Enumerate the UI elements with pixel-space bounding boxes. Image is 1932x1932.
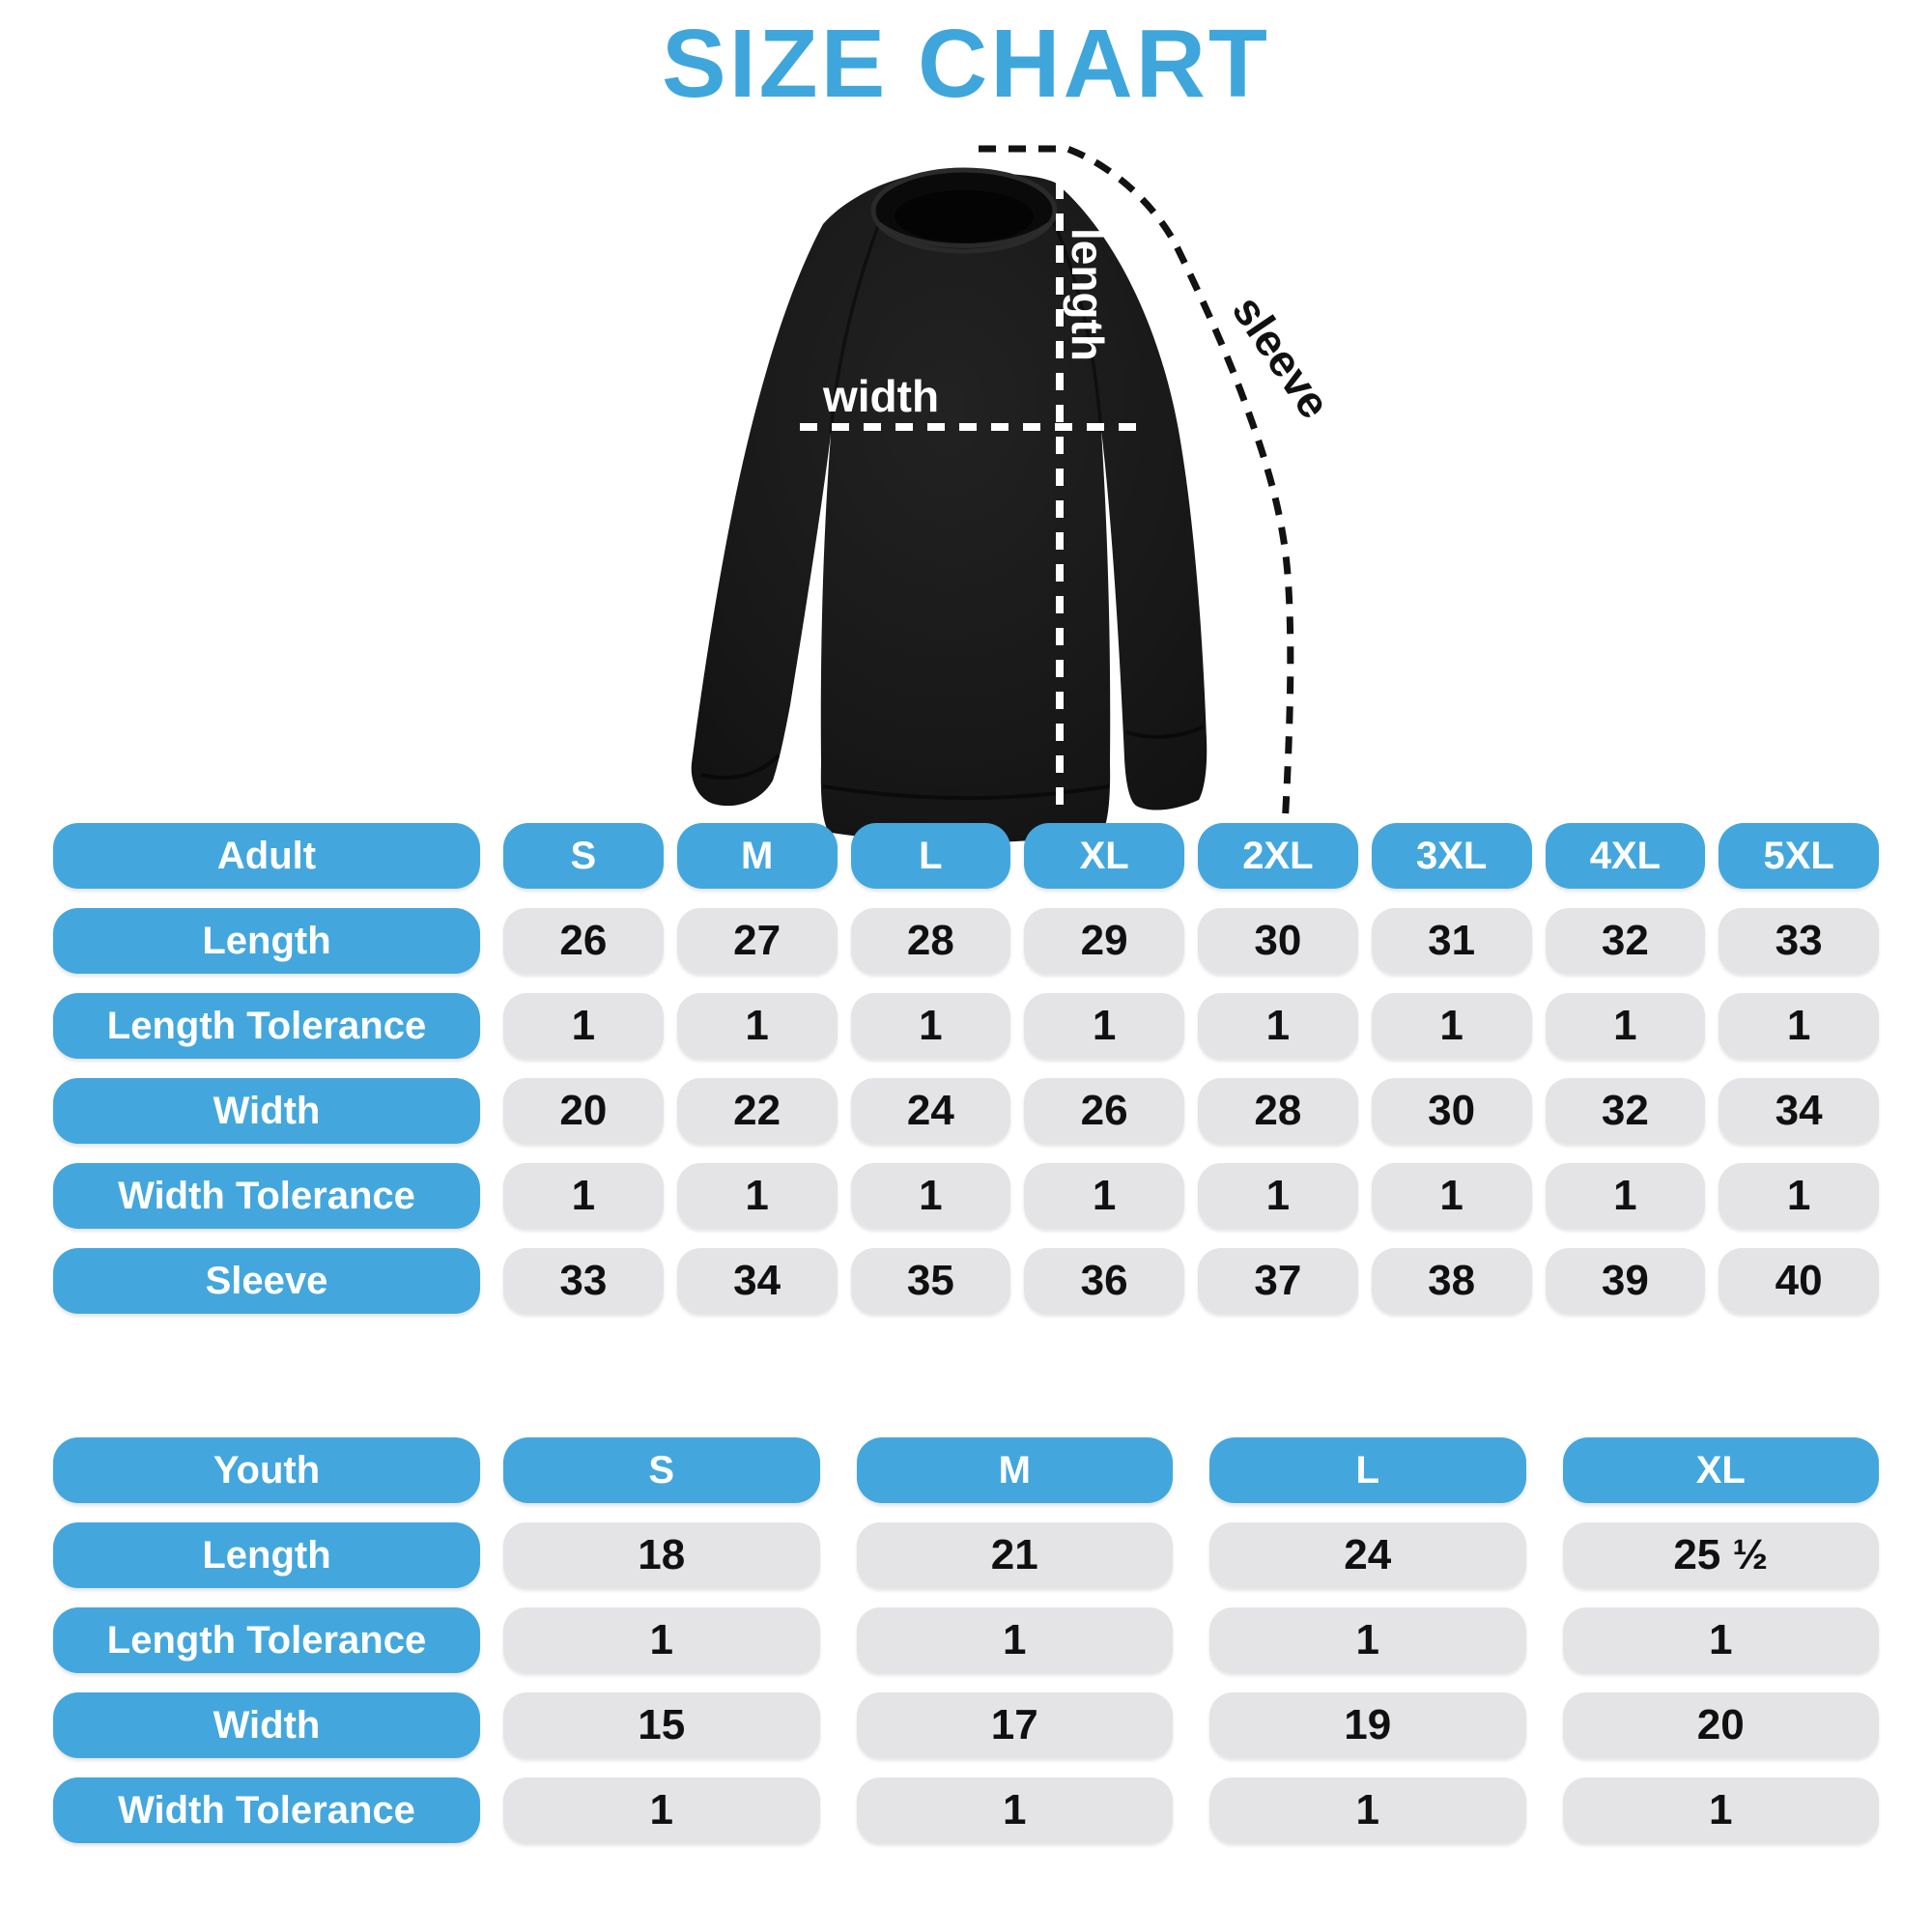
youth-value-cell: 1 [1563,1607,1880,1673]
row-label: Length [53,908,480,974]
adult-size-header: XL [1024,823,1184,889]
youth-size-table [53,1437,1879,1843]
adult-value-cell: 1 [851,993,1011,1059]
youth-value-cell: 18 [503,1522,820,1588]
adult-header-row [53,823,1879,889]
page-title: SIZE CHART [662,10,1270,118]
row-label: Width [53,1692,480,1758]
adult-width-tolerance-row [53,1163,1879,1229]
adult-size-header: 5XL [1719,823,1879,889]
row-cells [503,1078,1879,1144]
row-label: Length Tolerance [53,1607,480,1673]
row-cells [503,1248,1879,1314]
row-label: Width Tolerance [53,1163,480,1229]
adult-size-table [53,823,1879,1314]
sweatshirt-graphic [483,87,1352,860]
adult-value-cell: 1 [1719,1163,1879,1229]
youth-width-tolerance-row [53,1777,1879,1843]
width-label: width [823,371,940,421]
adult-value-cell: 1 [1546,1163,1706,1229]
youth-value-cell: 1 [1209,1607,1526,1673]
youth-value-cell: 25 ½ [1563,1522,1880,1588]
youth-header-cells [503,1437,1879,1503]
sweatshirt-diagram [483,87,1352,860]
adult-size-header: 3XL [1372,823,1532,889]
youth-length-tolerance-row [53,1607,1879,1673]
youth-value-cell: 21 [857,1522,1174,1588]
adult-value-cell: 1 [1024,993,1184,1059]
youth-value-cell: 1 [503,1607,820,1673]
youth-value-cell: 1 [1209,1777,1526,1843]
sweatshirt-body [692,173,1208,843]
adult-value-cell: 32 [1546,908,1706,974]
adult-value-cell: 33 [503,1248,664,1314]
collar-inner-shadow [895,190,1034,242]
row-label: Length Tolerance [53,993,480,1059]
adult-value-cell: 32 [1546,1078,1706,1144]
youth-value-cell: 1 [1563,1777,1880,1843]
row-cells [503,1163,1879,1229]
adult-value-cell: 1 [851,1163,1011,1229]
youth-value-cell: 20 [1563,1692,1880,1758]
row-label: Length [53,1522,480,1588]
adult-value-cell: 33 [1719,908,1879,974]
length-label: length [1063,228,1113,361]
adult-size-header: L [851,823,1011,889]
adult-value-cell: 1 [1719,993,1879,1059]
youth-value-cell: 24 [1209,1522,1526,1588]
youth-value-cell: 17 [857,1692,1174,1758]
adult-value-cell: 22 [677,1078,838,1144]
adult-value-cell: 1 [1372,993,1532,1059]
row-cells [503,1522,1879,1588]
adult-value-cell: 1 [677,1163,838,1229]
adult-value-cell: 31 [1372,908,1532,974]
adult-size-header: M [677,823,838,889]
adult-value-cell: 34 [677,1248,838,1314]
size-tables [53,823,1879,1843]
adult-value-cell: 36 [1024,1248,1184,1314]
adult-value-cell: 35 [851,1248,1011,1314]
adult-size-header: S [503,823,664,889]
youth-header-row [53,1437,1879,1503]
adult-value-cell: 28 [1198,1078,1358,1144]
adult-value-cell: 1 [1198,993,1358,1059]
adult-length-row [53,908,1879,974]
adult-sleeve-row [53,1248,1879,1314]
adult-value-cell: 28 [851,908,1011,974]
adult-value-cell: 26 [1024,1078,1184,1144]
row-label: Width Tolerance [53,1777,480,1843]
adult-header-cells [503,823,1879,889]
row-cells [503,908,1879,974]
row-cells [503,1607,1879,1673]
row-cells [503,1692,1879,1758]
adult-value-cell: 1 [503,1163,664,1229]
row-cells [503,993,1879,1059]
adult-value-cell: 1 [1546,993,1706,1059]
youth-value-cell: 19 [1209,1692,1526,1758]
adult-value-cell: 1 [503,993,664,1059]
adult-value-cell: 26 [503,908,664,974]
youth-size-header: S [503,1437,820,1503]
adult-value-cell: 39 [1546,1248,1706,1314]
youth-value-cell: 1 [857,1607,1174,1673]
adult-value-cell: 1 [1024,1163,1184,1229]
youth-value-cell: 15 [503,1692,820,1758]
adult-value-cell: 1 [677,993,838,1059]
adult-value-cell: 27 [677,908,838,974]
youth-header-label: Youth [53,1437,480,1503]
youth-size-header: XL [1563,1437,1880,1503]
adult-value-cell: 1 [1372,1163,1532,1229]
adult-size-header: 2XL [1198,823,1358,889]
adult-value-cell: 20 [503,1078,664,1144]
sleeve-label: sleeve [1222,286,1341,428]
adult-value-cell: 37 [1198,1248,1358,1314]
youth-value-cell: 1 [857,1777,1174,1843]
adult-value-cell: 24 [851,1078,1011,1144]
adult-value-cell: 30 [1372,1078,1532,1144]
adult-value-cell: 38 [1372,1248,1532,1314]
youth-value-cell: 1 [503,1777,820,1843]
adult-length-tolerance-row [53,993,1879,1059]
adult-width-row [53,1078,1879,1144]
youth-size-header: L [1209,1437,1526,1503]
youth-size-header: M [857,1437,1174,1503]
youth-length-row [53,1522,1879,1588]
adult-value-cell: 34 [1719,1078,1879,1144]
adult-value-cell: 40 [1719,1248,1879,1314]
row-cells [503,1777,1879,1843]
adult-value-cell: 30 [1198,908,1358,974]
adult-value-cell: 1 [1198,1163,1358,1229]
row-label: Sleeve [53,1248,480,1314]
adult-value-cell: 29 [1024,908,1184,974]
adult-size-header: 4XL [1546,823,1706,889]
adult-header-label: Adult [53,823,480,889]
row-label: Width [53,1078,480,1144]
youth-width-row [53,1692,1879,1758]
